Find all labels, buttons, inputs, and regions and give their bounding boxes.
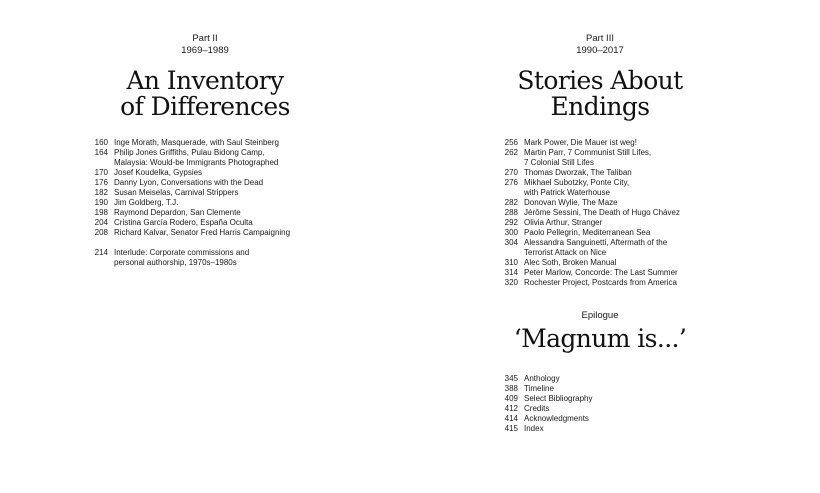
entry-text: personal authorship, 1970s–1980s — [114, 258, 237, 267]
page-number: 415 — [504, 424, 518, 433]
entry-text: Alec Soth, Broken Manual — [524, 258, 617, 267]
entry-text: Index — [524, 424, 544, 433]
contents-entry — [90, 188, 390, 198]
contents-entry — [90, 148, 390, 168]
contents-entry — [500, 228, 800, 238]
page-number: 310 — [504, 258, 518, 267]
entry-text: Danny Lyon, Conversations with the Dead — [114, 178, 264, 187]
part-iii-years: 1990–2017 — [576, 45, 624, 56]
contents-entry — [500, 384, 800, 394]
entry-text: Credits — [524, 404, 550, 413]
contents-entry — [90, 218, 390, 228]
page-number: 164 — [94, 148, 108, 157]
page-number: 300 — [504, 228, 518, 237]
contents-entry — [90, 168, 390, 178]
page-number: 270 — [504, 168, 518, 177]
part-ii-title-line-2: of Differences — [120, 92, 290, 121]
page-number: 345 — [504, 374, 518, 383]
contents-entry — [90, 198, 390, 208]
contents-entry — [500, 238, 800, 258]
entry-text: Jim Goldberg, T.J. — [114, 198, 179, 207]
epilogue-header — [410, 310, 790, 322]
entry-text: 7 Colonial Still Lifes — [524, 158, 594, 167]
contents-entry — [500, 258, 800, 268]
contents-entry — [90, 178, 390, 188]
part-iii-contents-list — [500, 138, 800, 288]
contents-entry — [90, 208, 390, 218]
entry-text: Philip Jones Griffiths, Pulau Bidong Camp, — [114, 148, 265, 157]
entry-text: Alessandra Sanguinetti, Aftermath of the — [524, 238, 668, 247]
entry-text: Terrorist Attack on Nice — [524, 248, 607, 257]
page-number: 170 — [94, 168, 108, 177]
page-number: 282 — [504, 198, 518, 207]
entry-text: Peter Marlow, Concorde: The Last Summer — [524, 268, 678, 277]
page-number: 409 — [504, 394, 518, 403]
contents-entry — [500, 208, 800, 218]
page-number: 214 — [94, 248, 108, 257]
part-ii-header — [0, 33, 410, 57]
part-iii-title-line-2: Endings — [550, 92, 650, 121]
entry-text: Josef Koudelka, Gypsies — [114, 168, 203, 177]
page-number: 256 — [504, 138, 518, 147]
epilogue-label: Epilogue — [581, 310, 619, 321]
contents-entry — [500, 394, 800, 404]
entry-text: Paolo Pellegrin, Mediterranean Sea — [524, 228, 651, 237]
entry-text: Rochester Project, Postcards from America — [524, 278, 677, 287]
part-ii-years: 1969–1989 — [181, 45, 229, 56]
contents-entry — [500, 168, 800, 178]
entry-text: Anthology — [524, 374, 560, 383]
contents-entry — [500, 374, 800, 384]
page-number: 388 — [504, 384, 518, 393]
contents-entry — [500, 148, 800, 168]
entry-text: Mark Power, Die Mauer ist weg! — [524, 138, 637, 147]
entry-text: Inge Morath, Masquerade, with Saul Steinberg — [114, 138, 279, 147]
page-number: 176 — [94, 178, 108, 187]
entry-text: Thomas Dworzak, The Taliban — [524, 168, 632, 177]
entry-text: Richard Kalvar, Senator Fred Harris Campaigning — [114, 228, 291, 237]
entry-text: Malaysia: Would-be Immigrants Photographed — [114, 158, 279, 167]
page-number: 288 — [504, 208, 518, 217]
epilogue-title — [410, 326, 790, 352]
page-number: 182 — [94, 188, 108, 197]
entry-text: Acknowledgments — [524, 414, 589, 423]
page-number: 198 — [94, 208, 108, 217]
interlude-entry — [90, 248, 390, 268]
part-iii-title — [410, 68, 790, 120]
part-iii-title-line-1: Stories About — [517, 66, 683, 95]
page-number: 190 — [94, 198, 108, 207]
contents-entry — [500, 268, 800, 278]
page-number: 208 — [94, 228, 108, 237]
part-iii-header — [410, 33, 790, 57]
part-ii-contents-list — [90, 138, 390, 268]
part-ii-title-line-1: An Inventory — [126, 66, 284, 95]
entry-text: Raymond Depardon, San Clemente — [114, 208, 241, 217]
contents-entry — [90, 228, 390, 238]
page-number: 160 — [94, 138, 108, 147]
epilogue-contents-list — [500, 374, 800, 434]
contents-entry — [500, 138, 800, 148]
contents-entry — [500, 178, 800, 198]
page-number: 262 — [504, 148, 518, 157]
entry-text: Cristina García Rodero, España Oculta — [114, 218, 253, 227]
contents-entry — [500, 278, 800, 288]
entry-text: Olivia Arthur, Stranger — [524, 218, 603, 227]
part-ii-title — [0, 68, 410, 120]
page-number: 276 — [504, 178, 518, 187]
entry-text: Mikhael Subotzky, Ponte City, — [524, 178, 630, 187]
entry-text: with Patrick Waterhouse — [524, 188, 610, 197]
part-ii-label: Part II — [192, 33, 218, 44]
entry-text: Timeline — [524, 384, 554, 393]
contents-entry — [500, 404, 800, 414]
page-number: 412 — [504, 404, 518, 413]
contents-entry — [500, 414, 800, 424]
entry-text: Interlude: Corporate commissions and — [114, 248, 250, 257]
spacer — [90, 238, 390, 248]
epilogue-title-text: ‘Magnum is...’ — [513, 324, 687, 353]
entry-text: Select Bibliography — [524, 394, 593, 403]
entry-text: Susan Meiselas, Carnival Strippers — [114, 188, 239, 197]
contents-entry — [500, 198, 800, 208]
contents-entry — [500, 218, 800, 228]
part-iii-label: Part III — [586, 33, 614, 44]
page-number: 304 — [504, 238, 518, 247]
contents-entry — [90, 138, 390, 148]
contents-entry — [500, 424, 800, 434]
page-number: 320 — [504, 278, 518, 287]
entry-text: Jérôme Sessini, The Death of Hugo Chávez — [524, 208, 680, 217]
entry-text: Donovan Wylie, The Maze — [524, 198, 618, 207]
page-number: 414 — [504, 414, 518, 423]
page-number: 204 — [94, 218, 108, 227]
page-number: 314 — [504, 268, 518, 277]
part-iii-column — [410, 0, 820, 493]
entry-text: Martin Parr, 7 Communist Still Lifes, — [524, 148, 652, 157]
page-number: 292 — [504, 218, 518, 227]
